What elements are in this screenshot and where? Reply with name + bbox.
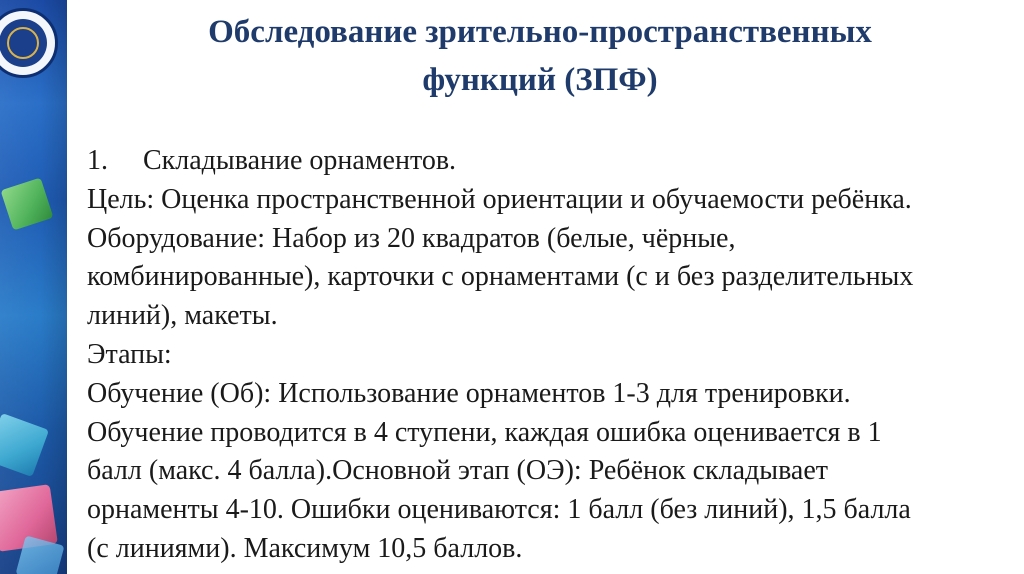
body-line: комбинированные), карточки с орнаментами (с и без разделительных [87,261,914,293]
body-line: Обучение проводится в 4 ступени, каждая ошибка оценивается в 1 [87,416,882,448]
body-line: орнаменты 4-10. Ошибки оцениваются: 1 балл (без линий), 1,5 балла [87,494,911,526]
slide-title-line-1: Обследование зрительно-пространственных [208,14,872,50]
slide-title [90,8,990,104]
item-title: Складывание орнаментов. [143,145,457,176]
slide-title-line-2: функций (ЗПФ) [422,62,658,98]
body-line: балл (макс. 4 балла).Основной этап (ОЭ): Ребёнок складывает [87,455,829,487]
numbered-item [87,142,1012,181]
logo-ring [7,27,39,59]
item-number: 1. [87,145,108,176]
body-line: (с линиями). Максимум 10,5 баллов. [87,532,523,564]
body-line: Оборудование: Набор из 20 квадратов (белые, чёрные, [87,222,736,254]
body-line: Этапы: [87,338,172,370]
body-line: Цель: Оценка пространственной ориентации и обучаемости ребёнка. [87,183,912,215]
body-line: Обучение (Об): Использование орнаментов 1-3 для тренировки. [87,377,851,409]
slide-body [87,142,1012,569]
body-line: линий), макеты. [87,300,278,332]
decorative-side-panel [0,0,67,574]
